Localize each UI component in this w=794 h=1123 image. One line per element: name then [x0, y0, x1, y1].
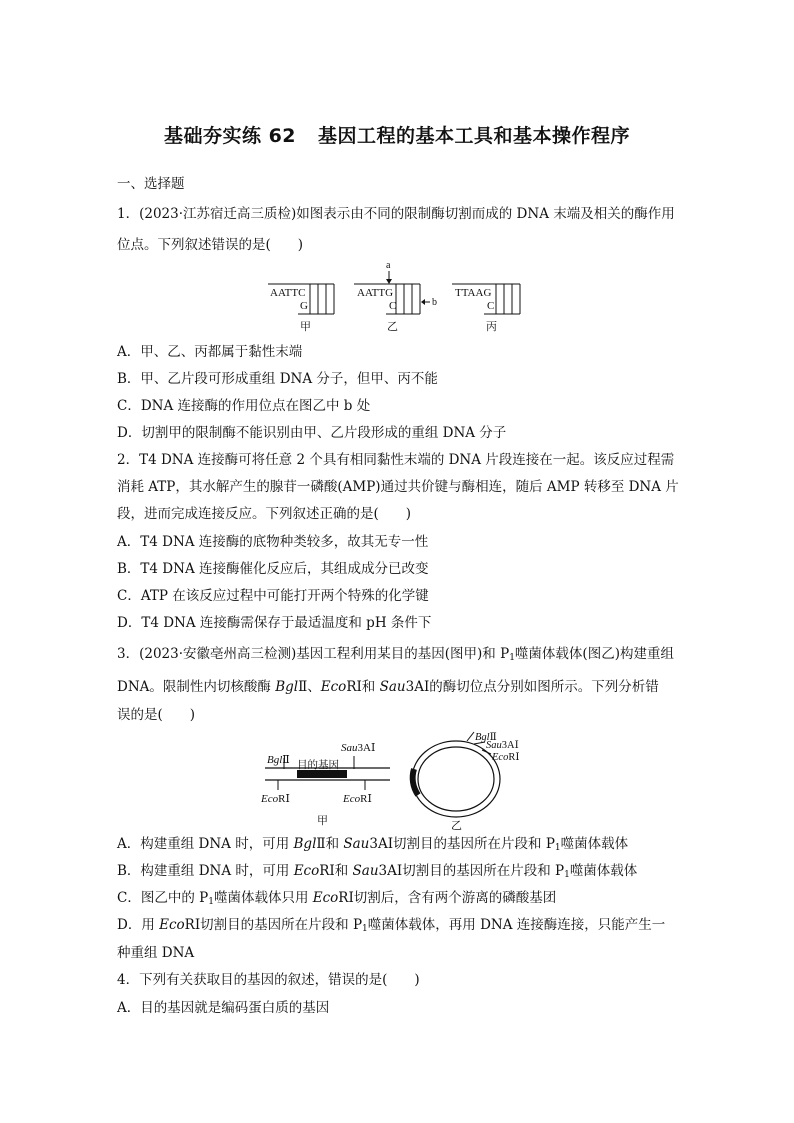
- title-prefix: 基础夯实练 62: [163, 125, 297, 147]
- q3-option-d: [117, 916, 665, 938]
- title-main: 基因工程的基本工具和基本操作程序: [318, 125, 631, 147]
- q3-stem-line3: 误的是( ): [117, 707, 196, 723]
- q3-option-d-text: D．用: [117, 917, 160, 933]
- q3-option-b-text-b: RⅠ和: [319, 863, 353, 879]
- q1-bing-top-seq: TTAAG: [455, 287, 492, 299]
- q2-stem-line3: 段，进而完成连接反应。下列叙述正确的是( ): [117, 506, 412, 522]
- q3-option-b-text-c: 3AⅠ切割目的基因所在片段和 P: [378, 863, 565, 879]
- q1-fragment-yi: [354, 260, 437, 333]
- q3-yi-bgl-label: BglⅡ: [475, 732, 497, 743]
- q1-option-b: B．甲、乙片段可形成重组 DNA 分子，但甲、丙不能: [117, 371, 438, 387]
- q3-target-gene-block: [297, 770, 347, 778]
- q3-fragment-jia: [260, 742, 390, 827]
- q3-option-d-enzyme: Eco: [159, 917, 185, 933]
- q3-vector-insert-region: [413, 769, 418, 795]
- q3-jia-bgl-label: BglⅡ: [267, 754, 290, 766]
- section-heading: 一、选择题: [117, 176, 185, 192]
- q3-option-b-text: B．构建重组 DNA 时，可用: [117, 863, 294, 879]
- q3-stem-line2: [117, 678, 659, 696]
- q3-option-b: [117, 862, 637, 884]
- q3-line1-text-b: 噬菌体载体(图乙)构建重组: [514, 646, 674, 662]
- q3-line1-text: 3．(2023·安徽亳州高三检测)基因工程利用某目的基因(图甲)和 P: [117, 646, 510, 662]
- q3-yi-eco-label: EcoRⅠ: [492, 752, 520, 763]
- q4-stem: 4．下列有关获取目的基因的叙述，错误的是( ): [117, 972, 420, 988]
- q3-jia-eco-left-label: EcoRⅠ: [261, 793, 290, 805]
- q3-jia-label: 甲: [317, 815, 328, 827]
- q3-option-a-enzyme2: Sau: [343, 836, 370, 852]
- q3-option-d-line2: 种重组 DNA: [117, 945, 195, 961]
- q3-option-a-text-d: 噬菌体载体: [560, 836, 629, 852]
- q3-option-d-text-c: 噬菌体载体，再用 DNA 连接酶连接，只能产生一: [367, 917, 666, 933]
- q2-stem-line1: 2．T4 DNA 连接酶可将任意 2 个具有相同黏性末端的 DNA 片段连接在一起。该反应过程需: [117, 452, 675, 468]
- q3-enzyme-eco: Eco: [320, 679, 347, 695]
- q3-enzyme-bgl: Bgl: [275, 679, 299, 695]
- q3-stem-line1: [117, 645, 674, 667]
- q2-stem-line2: 消耗 ATP，其水解产生的腺苷一磷酸(AMP)通过共价键与酶相连，随后 AMP 转移至 DNA 片: [117, 479, 679, 495]
- q3-jia-sau-label: Sau3AⅠ: [341, 742, 376, 754]
- q1-option-c: C．DNA 连接酶的作用位点在图乙中 b 处: [117, 398, 371, 414]
- q3-option-b-enzyme2: Sau: [352, 863, 379, 879]
- q3-option-a: [117, 835, 628, 857]
- q3-line2-text-b: Ⅱ、: [298, 679, 321, 695]
- q3-gene-label: 目的基因: [297, 760, 339, 771]
- q1-stem-line2: 位点。下列叙述错误的是( ): [117, 237, 304, 253]
- q1-jia-label: 甲: [300, 321, 311, 333]
- q1-jia-top-seq: AATTC: [270, 287, 306, 299]
- q3-jia-eco-right-label: EcoRⅠ: [343, 793, 372, 805]
- q1-stem-line1: 1．(2023·江苏宿迁高三质检)如图表示由不同的限制酶切割而成的 DNA 末端及相关的酶作用: [117, 206, 675, 222]
- q3-option-a-enzyme1: Bgl: [293, 836, 317, 852]
- q2-option-b: B．T4 DNA 连接酶催化反应后，其组成成分已改变: [117, 561, 429, 577]
- q3-option-c-sub: 1: [208, 897, 214, 907]
- q3-option-a-sub: 1: [554, 843, 561, 853]
- q1-fragment-bing: [452, 284, 520, 333]
- q3-vector-yi: [412, 732, 519, 830]
- q3-option-c-text-c: RⅠ切割后，含有两个游离的磷酸基团: [338, 890, 557, 906]
- q3-enzyme-sau: Sau: [379, 679, 406, 695]
- q1-option-a: A．甲、乙、丙都属于黏性末端: [117, 344, 303, 360]
- q3-option-b-sub: 1: [564, 870, 570, 880]
- q3-option-a-text: A．构建重组 DNA 时，可用: [117, 836, 294, 852]
- q3-option-c-text-b: 噬菌体载体只用: [213, 890, 313, 906]
- q1-yi-mark-b: b: [432, 297, 437, 308]
- q3-option-c-text: C．图乙中的 P: [117, 890, 209, 906]
- q2-option-d: D．T4 DNA 连接酶需保存于最适温度和 pH 条件下: [117, 615, 432, 631]
- q3-line2-text-c: RⅠ和: [346, 679, 380, 695]
- q3-figure: [255, 730, 545, 830]
- q1-jia-bottom-seq: G: [300, 300, 308, 312]
- q2-option-c: C．ATP 在该反应过程中可能打开两个特殊的化学键: [117, 588, 429, 604]
- q3-line1-sub: 1: [509, 653, 515, 663]
- q1-yi-label: 乙: [387, 321, 398, 333]
- q3-option-a-text-c: 3AⅠ切割目的基因所在片段和 P: [369, 836, 555, 852]
- q3-option-d-sub: 1: [362, 924, 368, 934]
- q1-option-d: D．切割甲的限制酶不能识别由甲、乙片段形成的重组 DNA 分子: [117, 425, 507, 441]
- q3-option-a-text-b: Ⅱ和: [316, 836, 344, 852]
- q3-yi-label: 乙: [451, 820, 462, 830]
- q3-line2-text: DNA。限制性内切核酸酶: [117, 679, 276, 695]
- q1-yi-top-seq: AATTG: [357, 287, 394, 299]
- q1-fragment-jia: [268, 284, 334, 333]
- q3-yi-sau-label: Sau3AⅠ: [486, 740, 519, 751]
- q1-yi-mark-a: a: [386, 260, 391, 271]
- q3-option-b-enzyme1: Eco: [293, 863, 320, 879]
- q1-bing-label: 丙: [486, 321, 497, 333]
- q1-figure: [262, 257, 532, 337]
- q1-yi-bottom-seq: C: [389, 300, 397, 312]
- q3-option-d-text-b: RⅠ切割目的基因所在片段和 P: [184, 917, 363, 933]
- q3-option-c-enzyme: Eco: [312, 890, 339, 906]
- q3-option-b-text-d: 噬菌体载体: [569, 863, 638, 879]
- q3-option-c: [117, 889, 556, 911]
- q2-option-a: A．T4 DNA 连接酶的底物种类较多，故其无专一性: [117, 534, 429, 550]
- q3-line2-text-d: 3AⅠ的酶切位点分别如图所示。下列分析错: [405, 679, 659, 695]
- q4-option-a: A．目的基因就是编码蛋白质的基因: [117, 1000, 330, 1016]
- q1-bing-bottom-seq: C: [487, 300, 495, 312]
- page-title: [0, 121, 794, 148]
